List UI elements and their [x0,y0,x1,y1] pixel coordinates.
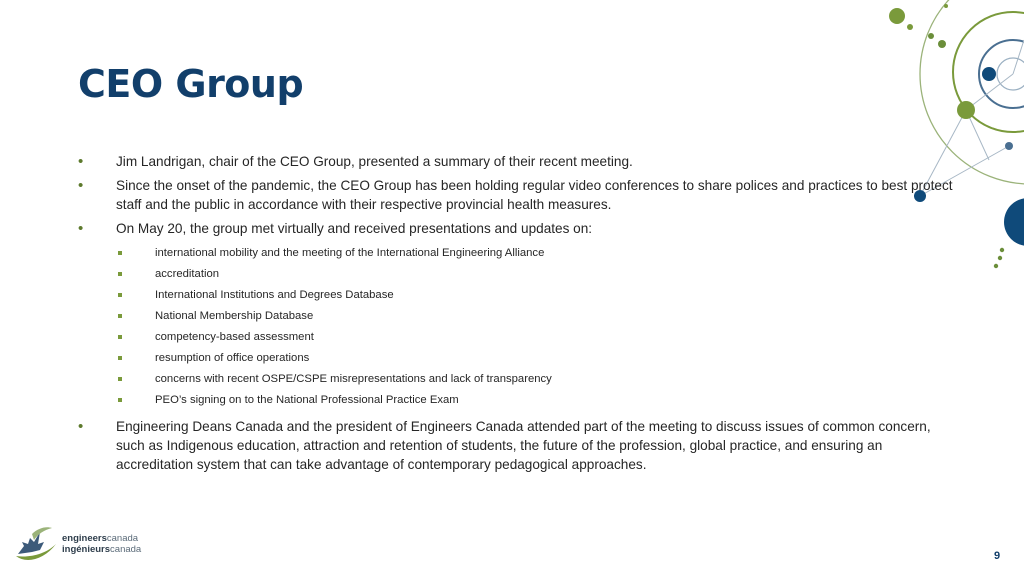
logo-line2-light: canada [110,544,142,555]
deco-dot [938,40,946,48]
bullet-item [78,417,958,474]
sub-bullet-text: concerns with recent OSPE/CSPE misrepresentations and lack of transparency [155,373,552,385]
sub-bullet-item [116,285,958,306]
bullet-list [78,152,958,479]
logo-wordmark [62,533,141,555]
deco-dot [1000,248,1004,252]
square-bullet-icon [118,356,122,360]
bullet-dot-icon: • [78,177,84,194]
deco-dot [994,264,998,268]
square-bullet-icon [118,251,122,255]
inner-ring [997,58,1024,90]
bullet-text: On May 20, the group met virtually and received presentations and updates on: [116,221,593,236]
deco-dot [907,24,913,30]
bullet-dot-icon: • [78,220,84,237]
bullet-item [78,176,958,214]
square-bullet-icon [118,293,122,297]
sub-bullet-item [116,306,958,327]
deco-dot [957,101,975,119]
page-number: 9 [994,550,1001,562]
sub-bullet-item [116,390,958,411]
square-bullet-icon [118,377,122,381]
sub-bullet-item [116,243,958,264]
deco-dot [889,8,905,24]
square-bullet-icon [118,398,122,402]
square-bullet-icon [118,335,122,339]
sub-bullet-item [116,348,958,369]
sub-bullet-text: National Membership Database [155,310,314,322]
maple-leaf-swoosh-icon [12,520,60,566]
bullet-text: Engineering Deans Canada and the president of Engineers Canada attended part of the meeting to discuss issues of common concern, such as Indigenous education, attraction and retention of students, the future of the profession, global practice, and ensuring an accreditation system that can take advantage of contemporary pedagogical approaches. [116,419,931,472]
bullet-text: Since the onset of the pandemic, the CEO Group has been holding regular video conferences to share polices and practices to best protect staff and the public in accordance with their respective provincial health measures. [116,178,953,212]
bullet-dot-icon: • [78,153,84,170]
sub-bullet-item [116,264,958,285]
bullet-item [78,219,958,411]
page-title: CEO Group [78,62,304,106]
bullet-item [78,152,958,171]
deco-dot [998,256,1002,260]
square-bullet-icon [118,314,122,318]
engineers-canada-logo [12,520,152,566]
bullet-text: Jim Landrigan, chair of the CEO Group, presented a summary of their recent meeting. [116,154,633,169]
logo-line1-bold: engineers [62,533,107,544]
deco-dot [982,67,996,81]
sub-bullet-text: competency-based assessment [155,331,314,343]
sub-bullet-text: international mobility and the meeting of the International Engineering Alliance [155,247,545,259]
sub-bullet-item [116,369,958,390]
logo-line2-bold: ingénieurs [62,544,111,555]
sub-bullet-list [116,243,958,411]
sub-bullet-text: accreditation [155,268,220,280]
deco-dot [1004,198,1024,246]
bullet-dot-icon: • [78,418,84,435]
logo-line1-light: canada [106,533,139,544]
sub-bullet-text: International Institutions and Degrees Database [155,289,394,301]
deco-dot [1005,142,1013,150]
sub-bullet-text: resumption of office operations [155,352,310,364]
deco-dot [928,33,934,39]
deco-dot [944,4,948,8]
square-bullet-icon [118,272,122,276]
sub-bullet-text: PEO’s signing on to the National Professional Practice Exam [155,394,459,406]
sub-bullet-item [116,327,958,348]
